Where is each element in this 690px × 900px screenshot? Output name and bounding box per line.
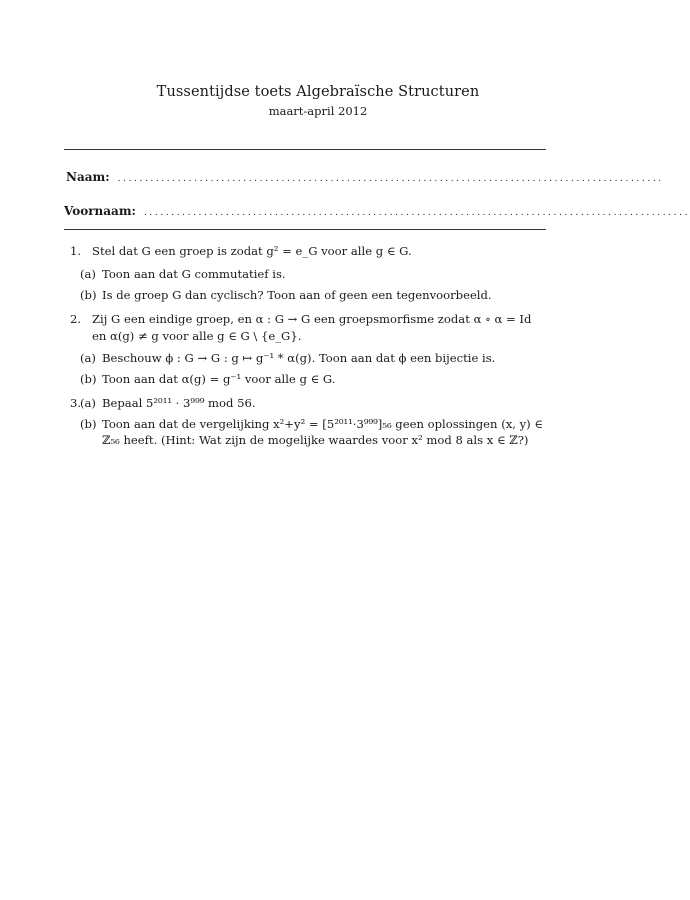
part-text: Toon aan dat α(g) = g⁻¹ voor alle g ∈ G. <box>102 372 336 386</box>
part-label: (a) <box>80 351 96 365</box>
question-2 <box>70 311 548 345</box>
part-label: (a) <box>80 396 96 410</box>
question-number: 2. <box>70 312 82 326</box>
question-3a <box>80 395 548 411</box>
name-fill-line: .................................................................................................... <box>117 174 664 184</box>
question-3b <box>80 416 548 448</box>
exam-title: Tussentijdse toets Algebraïsche Structuren <box>156 84 480 100</box>
bottom-divider <box>64 229 546 230</box>
question-1b <box>80 287 548 303</box>
question-number: 1. <box>70 244 82 258</box>
exam-date: maart-april 2012 <box>268 104 368 118</box>
question-text: Zij G een eindige groep, en α : G → G een groepsmorfisme zodat α ∘ α = Id en α(g) ≠ g voor alle g ∈ G \ {e_G}. <box>92 312 532 343</box>
question-text: Stel dat G een groep is zodat g² = e_G voor alle g ∈ G. <box>92 244 412 258</box>
part-text: Toon aan dat G commutatief is. <box>102 267 286 281</box>
firstname-field <box>64 204 690 218</box>
part-label: (b) <box>80 288 97 302</box>
part-label: (b) <box>80 417 97 431</box>
top-divider <box>64 149 546 150</box>
part-label: (b) <box>80 372 97 386</box>
firstname-fill-line: .................................................................................................... <box>143 208 690 218</box>
question-2b <box>80 371 548 387</box>
question-1a <box>80 266 548 282</box>
part-text: Beschouw ϕ : G → G : g ↦ g⁻¹ * α(g). Toon aan dat ϕ een bijectie is. <box>102 351 496 365</box>
question-2a <box>80 350 548 366</box>
firstname-label: Voornaam: <box>64 204 136 218</box>
question-number: 3. <box>70 396 82 410</box>
part-text: Is de groep G dan cyclisch? Toon aan of geen een tegenvoorbeeld. <box>102 288 492 302</box>
part-text: Toon aan dat de vergelijking x²+y² = [5²⁰¹¹·3⁹⁹⁹]₅₆ geen oplossingen (x, y) ∈ ℤ₅₆ heeft. (Hint: Wat zijn de mogelijke waardes voor x² mod 8 als x ∈ ℤ?) <box>102 417 543 447</box>
part-text: Bepaal 5²⁰¹¹ · 3⁹⁹⁹ mod 56. <box>102 396 256 410</box>
question-1 <box>70 243 548 260</box>
name-label: Naam: <box>66 170 110 184</box>
part-label: (a) <box>80 267 96 281</box>
name-field <box>64 170 664 184</box>
